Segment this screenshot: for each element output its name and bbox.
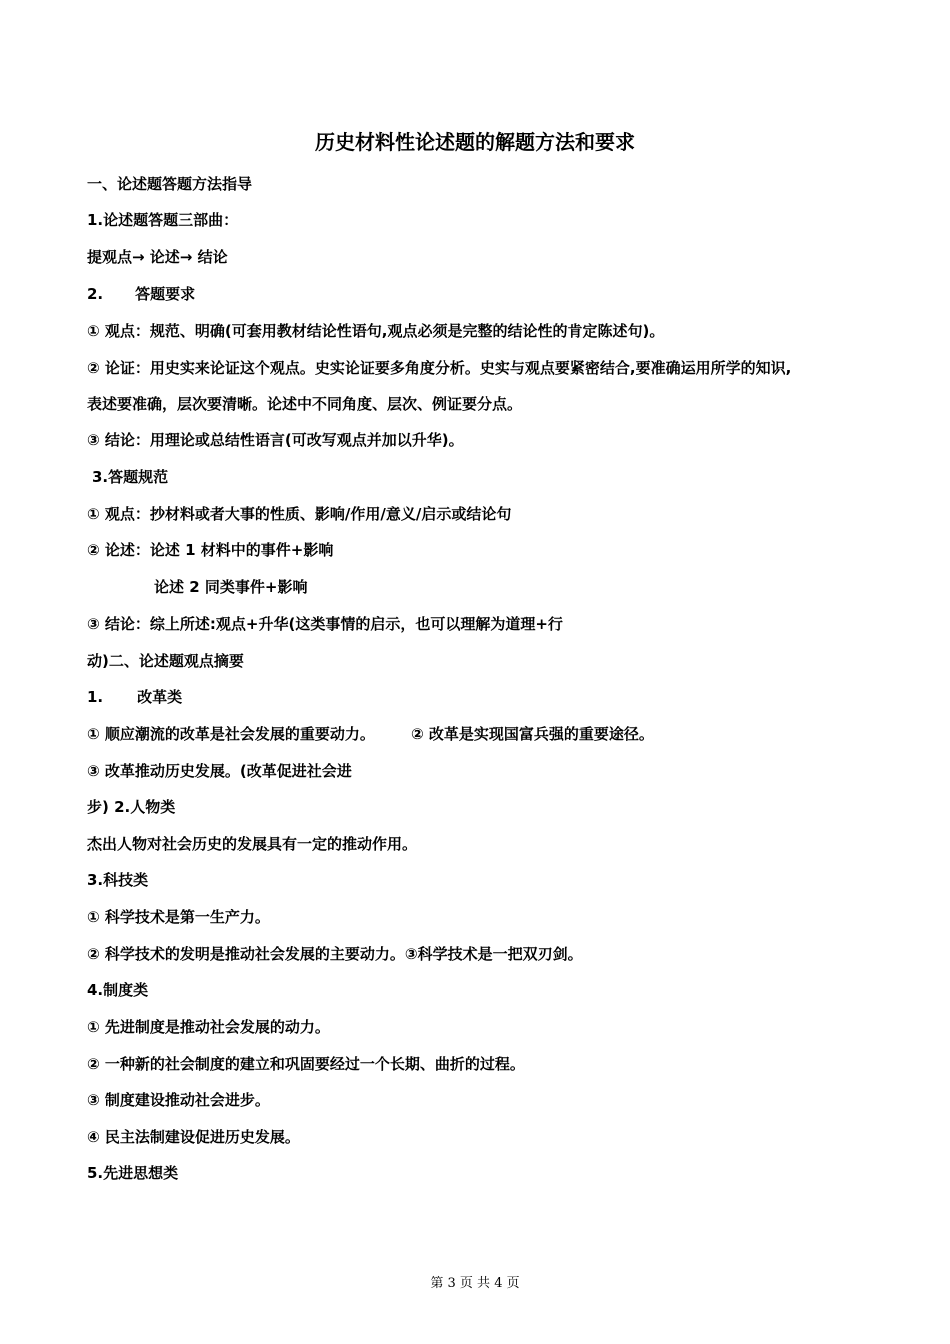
subsection-heading bbox=[87, 687, 182, 707]
paragraph: ② 论述：论述 1 材料中的事件+影响 bbox=[87, 541, 334, 559]
subsection-heading: 4.制度类 bbox=[87, 981, 149, 999]
subsection-heading: 3.科技类 bbox=[87, 871, 149, 889]
subsection-text: 改革类 bbox=[137, 688, 183, 706]
subsection-text: 答题要求 bbox=[135, 285, 196, 303]
paragraph: ① 观点：抄材料或者大事的性质、影响/作用/意义/启示或结论句 bbox=[87, 505, 512, 523]
paragraph: ② 科学技术的发明是推动社会发展的主要动力。③科学技术是一把双刃剑。 bbox=[87, 945, 583, 963]
paragraph: ① 先进制度是推动社会发展的动力。 bbox=[87, 1018, 330, 1036]
subsection-heading: 5.先进思想类 bbox=[87, 1164, 179, 1182]
paragraph: 步) 2.人物类 bbox=[87, 798, 176, 816]
paragraph: 杰出人物对社会历史的发展具有一定的推动作用。 bbox=[87, 835, 418, 853]
paragraph: ③ 制度建设推动社会进步。 bbox=[87, 1091, 270, 1109]
subsection-heading: 3.答题规范 bbox=[92, 468, 169, 486]
paragraph: ② 论证：用史实来论证这个观点。史实论证要多角度分析。史实与观点要紧密结合,要准确运用所学的知识, bbox=[87, 359, 792, 377]
subsection-heading bbox=[87, 284, 195, 304]
paragraph: 动)二、论述题观点摘要 bbox=[87, 652, 244, 670]
subsection-number: 1. bbox=[87, 688, 104, 706]
page-footer: 第 3 页 共 4 页 bbox=[430, 1276, 520, 1291]
point: ② 改革是实现国富兵强的重要途径。 bbox=[410, 725, 654, 743]
paragraph: 论述 2 同类事件+影响 bbox=[154, 578, 308, 596]
page-title: 历史材料性论述题的解题方法和要求 bbox=[315, 130, 635, 154]
paragraph: ③ 结论：用理论或总结性语言(可改写观点并加以升华)。 bbox=[87, 431, 464, 449]
paragraph: ③ 改革推动历史发展。(改革促进社会进 bbox=[87, 762, 352, 780]
subsection-heading: 1.论述题答题三部曲： bbox=[87, 211, 239, 229]
paragraph: ① 科学技术是第一生产力。 bbox=[87, 908, 270, 926]
section-heading: 一、论述题答题方法指导 bbox=[87, 175, 253, 193]
paragraph: 提观点→ 论述→ 结论 bbox=[87, 248, 228, 266]
point: ① 顺应潮流的改革是社会发展的重要动力。 bbox=[87, 725, 375, 743]
paragraph: ③ 结论：综上所述:观点+升华(这类事情的启示，也可以理解为道理+行 bbox=[87, 615, 563, 633]
paragraph bbox=[87, 724, 654, 744]
paragraph: ① 观点：规范、明确(可套用教材结论性语句,观点必须是完整的结论性的肯定陈述句)。 bbox=[87, 322, 665, 340]
paragraph: 表述要准确，层次要清晰。论述中不同角度、层次、例证要分点。 bbox=[87, 395, 523, 413]
subsection-number: 2. bbox=[87, 285, 104, 303]
paragraph: ④ 民主法制建设促进历史发展。 bbox=[87, 1128, 300, 1146]
paragraph: ② 一种新的社会制度的建立和巩固要经过一个长期、曲折的过程。 bbox=[87, 1055, 525, 1073]
